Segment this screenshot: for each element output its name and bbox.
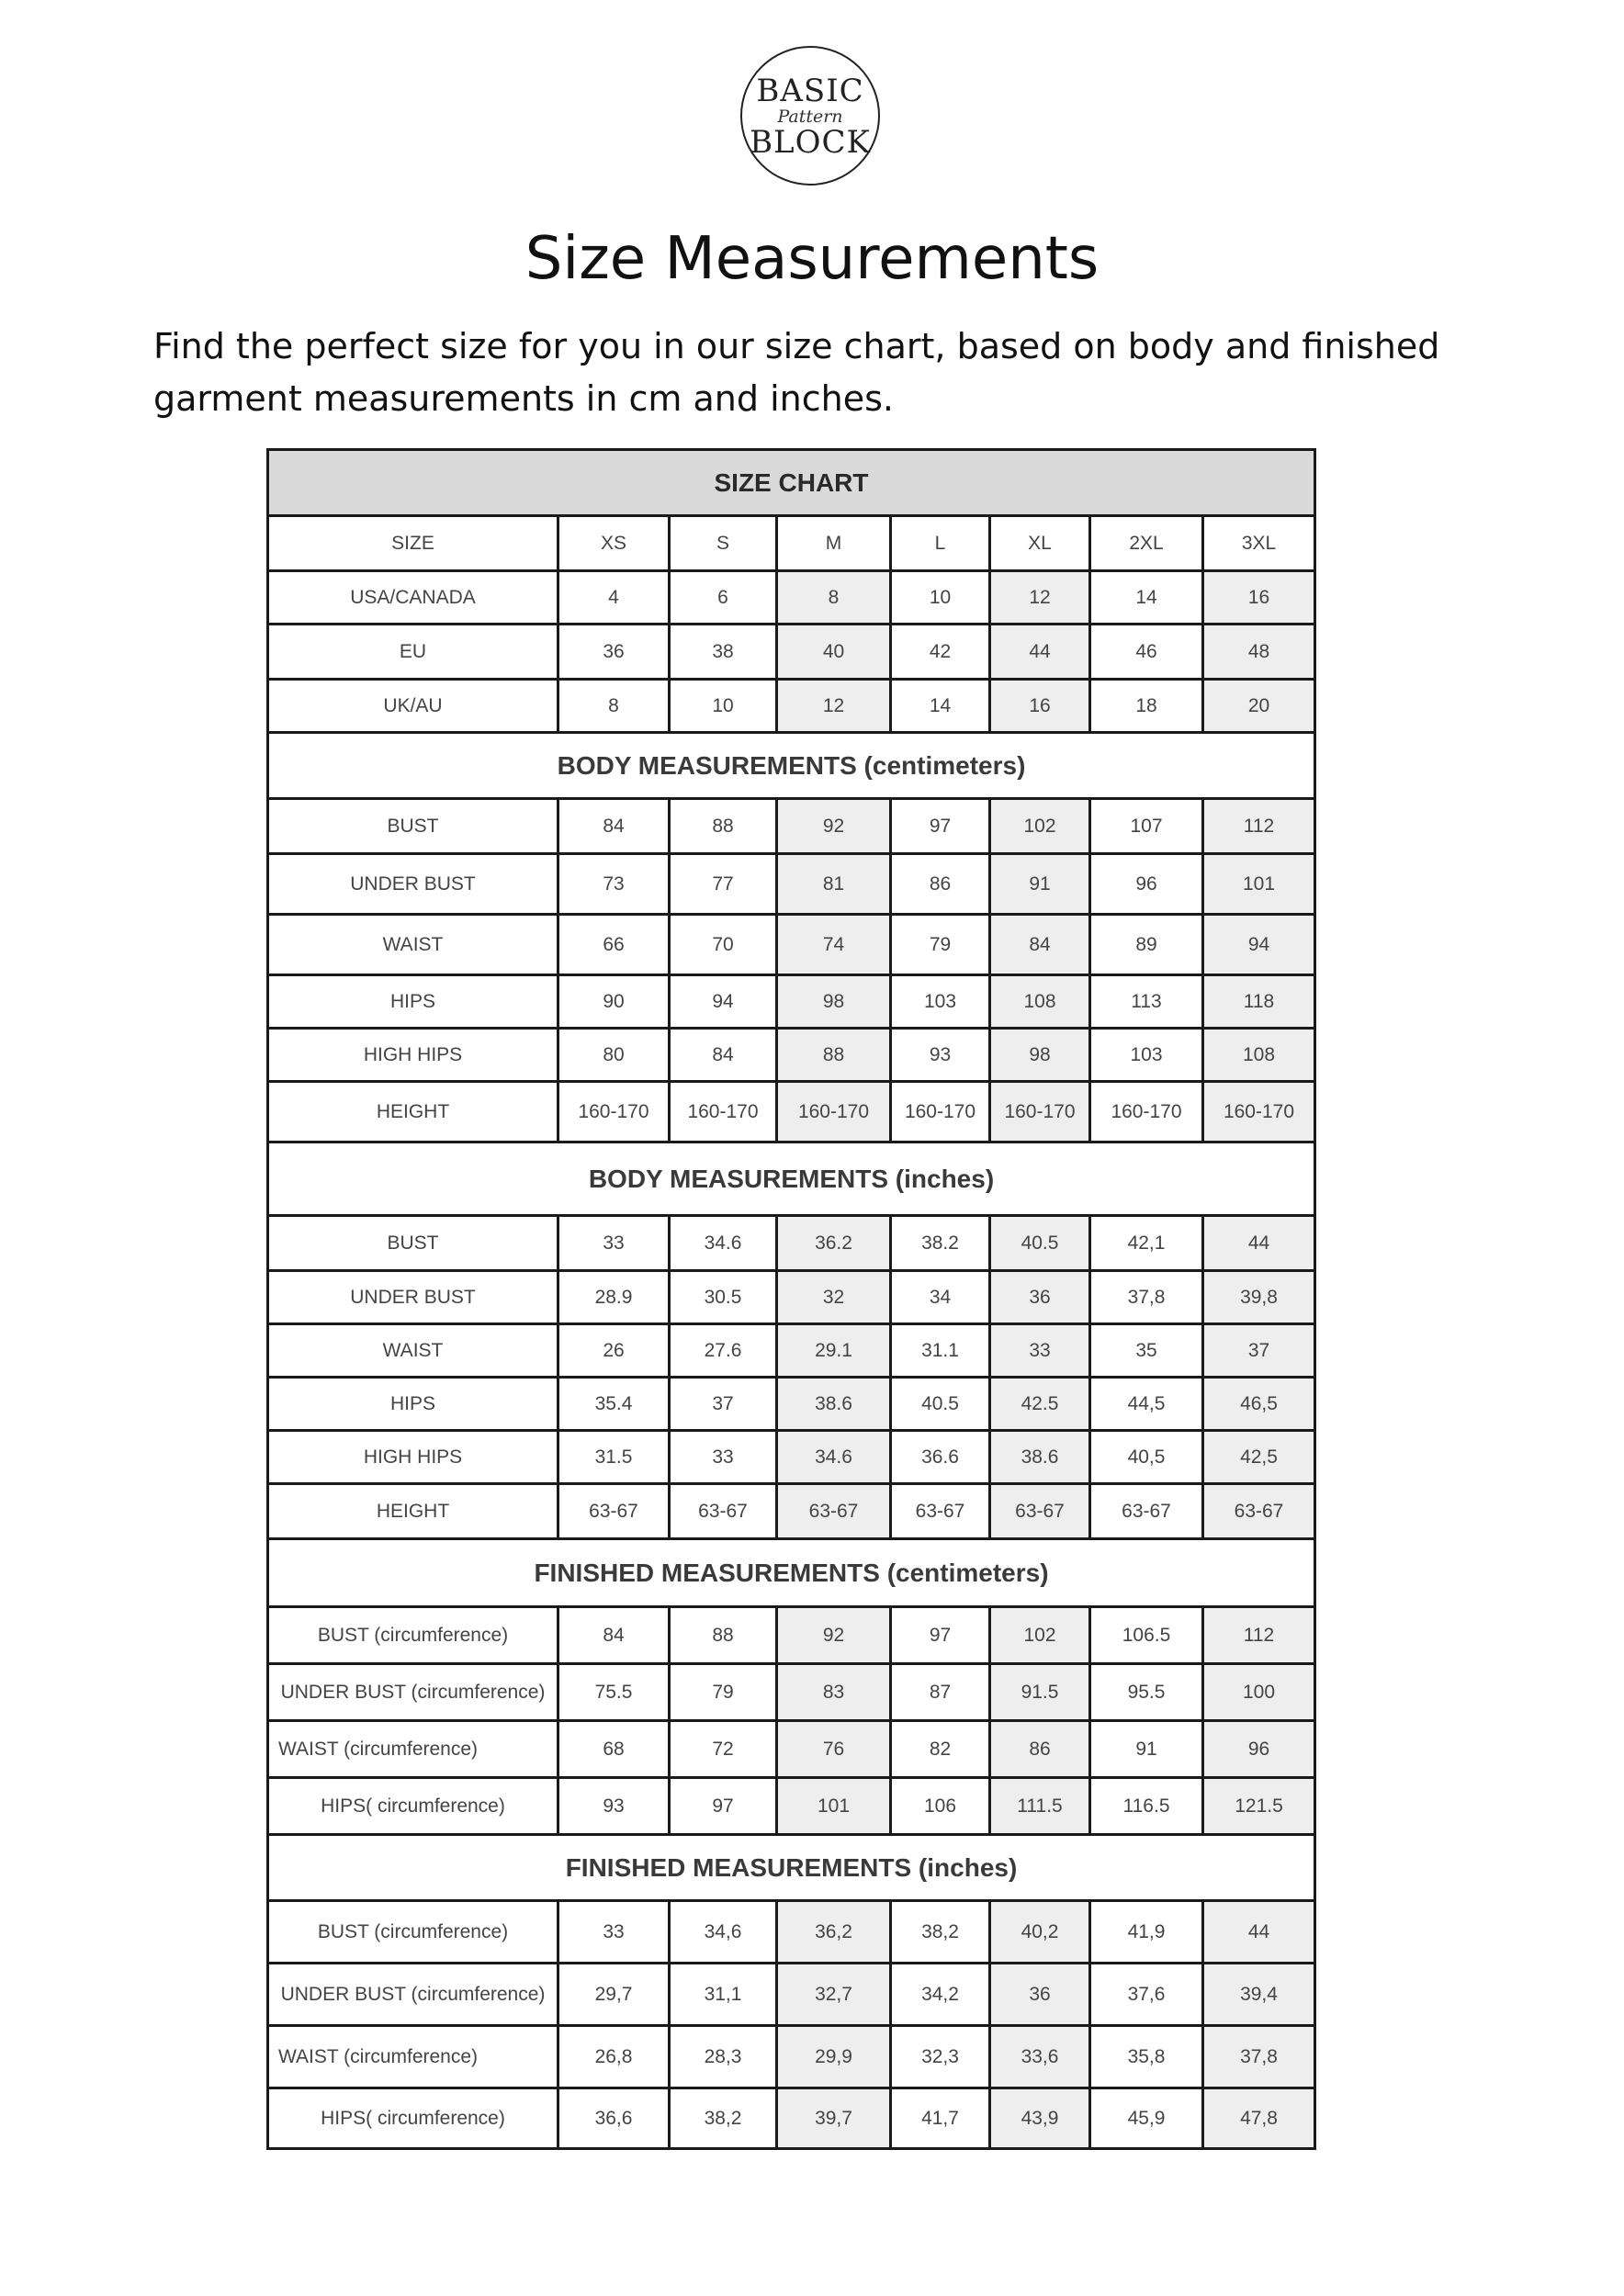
table-cell: 44 — [990, 625, 1090, 680]
table-row — [268, 1484, 1315, 1539]
table-cell: 95.5 — [1090, 1664, 1203, 1721]
table-cell: 30.5 — [670, 1271, 777, 1324]
table-cell: 3XL — [1203, 516, 1315, 571]
table-cell: 98 — [777, 975, 891, 1029]
table-cell: 93 — [891, 1029, 990, 1082]
table-cell: 160-170 — [1203, 1082, 1315, 1142]
table-cell: 101 — [777, 1778, 891, 1835]
table-cell: 31,1 — [670, 1964, 777, 2026]
section-banner — [268, 450, 1315, 516]
table-cell: 40 — [777, 625, 891, 680]
table-cell: 12 — [990, 571, 1090, 625]
table-cell: 8 — [777, 571, 891, 625]
row-label: BUST (circumference) — [268, 1607, 558, 1664]
table-cell: 36,2 — [777, 1901, 891, 1964]
table-row — [268, 1431, 1315, 1484]
table-cell: 44,5 — [1090, 1378, 1203, 1431]
table-cell: 40.5 — [891, 1378, 990, 1431]
table-cell: 94 — [1203, 915, 1315, 975]
table-row — [268, 1216, 1315, 1271]
table-cell: 116.5 — [1090, 1778, 1203, 1835]
row-label: EU — [268, 625, 558, 680]
intro-text: Find the perfect size for you in our size chart, based on body and finished garment measurements in cm and inches. — [153, 326, 1440, 419]
table-cell: 40.5 — [990, 1216, 1090, 1271]
section-title: FINISHED MEASUREMENTS (centimeters) — [268, 1539, 1315, 1607]
table-cell: 38,2 — [670, 2088, 777, 2149]
table-row — [268, 975, 1315, 1029]
table-cell: 39,7 — [777, 2088, 891, 2149]
table-cell: 90 — [558, 975, 670, 1029]
table-cell: 91 — [1090, 1721, 1203, 1778]
table-cell: 89 — [1090, 915, 1203, 975]
table-row — [268, 915, 1315, 975]
table-cell: 12 — [777, 680, 891, 733]
table-cell: XS — [558, 516, 670, 571]
table-cell: 38,2 — [891, 1901, 990, 1964]
row-label: HIPS — [268, 975, 558, 1029]
row-label: BUST — [268, 1216, 558, 1271]
table-cell: 88 — [777, 1029, 891, 1082]
table-row — [268, 1607, 1315, 1664]
table-row — [268, 1378, 1315, 1431]
table-cell: 18 — [1090, 680, 1203, 733]
table-cell: 26,8 — [558, 2026, 670, 2088]
table-cell: 36 — [990, 1271, 1090, 1324]
table-cell: 84 — [990, 915, 1090, 975]
table-cell: 73 — [558, 854, 670, 915]
table-cell: 101 — [1203, 854, 1315, 915]
page-title: Size Measurements — [524, 225, 1100, 293]
table-cell: 88 — [670, 1607, 777, 1664]
table-cell: 66 — [558, 915, 670, 975]
table-cell: 34,6 — [670, 1901, 777, 1964]
row-label: WAIST — [268, 1324, 558, 1378]
table-cell: 76 — [777, 1721, 891, 1778]
table-cell: 20 — [1203, 680, 1315, 733]
table-row — [268, 1029, 1315, 1082]
table-cell: 31.1 — [891, 1324, 990, 1378]
table-cell: 43,9 — [990, 2088, 1090, 2149]
logo-bottom-text: BLOCK — [750, 124, 871, 161]
section-banner — [268, 1539, 1315, 1607]
row-label: UK/AU — [268, 680, 558, 733]
table-cell: 97 — [891, 1607, 990, 1664]
section-banner — [268, 1142, 1315, 1216]
table-cell: 16 — [1203, 571, 1315, 625]
row-label: WAIST (circumference) — [268, 1721, 558, 1778]
table-cell: 86 — [891, 854, 990, 915]
table-cell: 34.6 — [670, 1216, 777, 1271]
table-cell: 8 — [558, 680, 670, 733]
table-cell: 111.5 — [990, 1778, 1090, 1835]
table-cell: 28.9 — [558, 1271, 670, 1324]
table-cell: 160-170 — [891, 1082, 990, 1142]
table-cell: 38.2 — [891, 1216, 990, 1271]
table-cell: 42,5 — [1203, 1431, 1315, 1484]
table-cell: 36 — [558, 625, 670, 680]
table-cell: 97 — [891, 799, 990, 854]
table-cell: 82 — [891, 1721, 990, 1778]
table-cell: 118 — [1203, 975, 1315, 1029]
table-cell: 29,9 — [777, 2026, 891, 2088]
row-label: WAIST — [268, 915, 558, 975]
table-cell: 37 — [670, 1378, 777, 1431]
table-cell: 79 — [670, 1664, 777, 1721]
size-chart-table — [266, 448, 1316, 2150]
row-label: WAIST (circumference) — [268, 2026, 558, 2088]
table-cell: 34,2 — [891, 1964, 990, 2026]
table-cell: 35.4 — [558, 1378, 670, 1431]
table-cell: 63-67 — [558, 1484, 670, 1539]
table-cell: 27.6 — [670, 1324, 777, 1378]
table-cell: 29,7 — [558, 1964, 670, 2026]
table-cell: 84 — [558, 799, 670, 854]
table-cell: 6 — [670, 571, 777, 625]
table-cell: 88 — [670, 799, 777, 854]
table-cell: S — [670, 516, 777, 571]
table-cell: 32,3 — [891, 2026, 990, 2088]
row-label: UNDER BUST — [268, 854, 558, 915]
table-cell: 45,9 — [1090, 2088, 1203, 2149]
table-cell: 121.5 — [1203, 1778, 1315, 1835]
table-row — [268, 799, 1315, 854]
table-cell: 160-170 — [558, 1082, 670, 1142]
section-title: BODY MEASUREMENTS (centimeters) — [268, 733, 1315, 799]
table-cell: 91 — [990, 854, 1090, 915]
table-cell: 63-67 — [891, 1484, 990, 1539]
table-cell: 108 — [1203, 1029, 1315, 1082]
table-cell: 36.6 — [891, 1431, 990, 1484]
table-row — [268, 1271, 1315, 1324]
row-label: HEIGHT — [268, 1484, 558, 1539]
table-cell: 32 — [777, 1271, 891, 1324]
table-cell: 10 — [670, 680, 777, 733]
table-row — [268, 1082, 1315, 1142]
table-cell: 38.6 — [777, 1378, 891, 1431]
table-row — [268, 1901, 1315, 1964]
table-cell: 44 — [1203, 1216, 1315, 1271]
table-cell: 26 — [558, 1324, 670, 1378]
table-cell: 41,9 — [1090, 1901, 1203, 1964]
table-cell: 34.6 — [777, 1431, 891, 1484]
section-title: FINISHED MEASUREMENTS (inches) — [268, 1835, 1315, 1901]
table-cell: 98 — [990, 1029, 1090, 1082]
table-cell: 96 — [1090, 854, 1203, 915]
table-cell: XL — [990, 516, 1090, 571]
row-label: BUST — [268, 799, 558, 854]
row-label: UNDER BUST — [268, 1271, 558, 1324]
table-cell: 33 — [670, 1431, 777, 1484]
table-cell: L — [891, 516, 990, 571]
row-label: UNDER BUST (circumference) — [268, 1964, 558, 2026]
table-cell: 35 — [1090, 1324, 1203, 1378]
table-cell: 72 — [670, 1721, 777, 1778]
table-cell: 33 — [990, 1324, 1090, 1378]
table-cell: 108 — [990, 975, 1090, 1029]
table-cell: 107 — [1090, 799, 1203, 854]
table-cell: 39,8 — [1203, 1271, 1315, 1324]
table-cell: 112 — [1203, 799, 1315, 854]
table-cell: 102 — [990, 1607, 1090, 1664]
table-cell: 103 — [891, 975, 990, 1029]
table-cell: 106 — [891, 1778, 990, 1835]
logo-top-text: BASIC — [756, 73, 864, 109]
table-row — [268, 1664, 1315, 1721]
table-cell: 113 — [1090, 975, 1203, 1029]
table-cell: 160-170 — [990, 1082, 1090, 1142]
table-cell: 37,8 — [1203, 2026, 1315, 2088]
table-cell: 106.5 — [1090, 1607, 1203, 1664]
table-row — [268, 854, 1315, 915]
table-cell: 40,2 — [990, 1901, 1090, 1964]
table-cell: 42 — [891, 625, 990, 680]
table-row — [268, 2088, 1315, 2149]
table-cell: 35,8 — [1090, 2026, 1203, 2088]
table-row — [268, 2026, 1315, 2088]
table-cell: 39,4 — [1203, 1964, 1315, 2026]
table-cell: 33,6 — [990, 2026, 1090, 2088]
table-cell: 36,6 — [558, 2088, 670, 2149]
table-cell: 42.5 — [990, 1378, 1090, 1431]
table-cell: 160-170 — [670, 1082, 777, 1142]
table-cell: 92 — [777, 1607, 891, 1664]
table-cell: 32,7 — [777, 1964, 891, 2026]
row-label: HIGH HIPS — [268, 1431, 558, 1484]
table-cell: 38.6 — [990, 1431, 1090, 1484]
row-label: UNDER BUST (circumference) — [268, 1664, 558, 1721]
table-cell: 80 — [558, 1029, 670, 1082]
section-title: BODY MEASUREMENTS (inches) — [268, 1142, 1315, 1216]
table-cell: 84 — [558, 1607, 670, 1664]
table-cell: M — [777, 516, 891, 571]
table-cell: 41,7 — [891, 2088, 990, 2149]
table-cell: 84 — [670, 1029, 777, 1082]
table-cell: 63-67 — [1090, 1484, 1203, 1539]
table-cell: 83 — [777, 1664, 891, 1721]
table-cell: 74 — [777, 915, 891, 975]
table-cell: 36.2 — [777, 1216, 891, 1271]
table-cell: 160-170 — [777, 1082, 891, 1142]
table-cell: 33 — [558, 1216, 670, 1271]
table-cell: 93 — [558, 1778, 670, 1835]
table-cell: 68 — [558, 1721, 670, 1778]
table-cell: 31.5 — [558, 1431, 670, 1484]
section-banner — [268, 1835, 1315, 1901]
row-label: HIPS( circumference) — [268, 2088, 558, 2149]
table-cell: 92 — [777, 799, 891, 854]
table-cell: 33 — [558, 1901, 670, 1964]
table-cell: 42,1 — [1090, 1216, 1203, 1271]
table-cell: 2XL — [1090, 516, 1203, 571]
table-cell: 34 — [891, 1271, 990, 1324]
table-row — [268, 1964, 1315, 2026]
table-cell: 91.5 — [990, 1664, 1090, 1721]
table-cell: 14 — [1090, 571, 1203, 625]
logo-script-text: Pattern — [777, 107, 843, 127]
row-label: HIPS( circumference) — [268, 1778, 558, 1835]
table-row — [268, 571, 1315, 625]
table-cell: 47,8 — [1203, 2088, 1315, 2149]
table-cell: 37 — [1203, 1324, 1315, 1378]
table-cell: 87 — [891, 1664, 990, 1721]
table-cell: 79 — [891, 915, 990, 975]
table-row — [268, 625, 1315, 680]
table-cell: 75.5 — [558, 1664, 670, 1721]
row-label: HIPS — [268, 1378, 558, 1431]
section-title: SIZE CHART — [268, 450, 1315, 516]
table-cell: 103 — [1090, 1029, 1203, 1082]
table-cell: 16 — [990, 680, 1090, 733]
table-cell: 37,6 — [1090, 1964, 1203, 2026]
table-cell: 160-170 — [1090, 1082, 1203, 1142]
table-cell: 10 — [891, 571, 990, 625]
table-cell: 4 — [558, 571, 670, 625]
table-cell: 81 — [777, 854, 891, 915]
table-cell: 14 — [891, 680, 990, 733]
row-label: SIZE — [268, 516, 558, 571]
table-cell: 63-67 — [777, 1484, 891, 1539]
table-cell: 70 — [670, 915, 777, 975]
table-cell: 38 — [670, 625, 777, 680]
table-cell: 44 — [1203, 1901, 1315, 1964]
table-cell: 37,8 — [1090, 1271, 1203, 1324]
table-cell: 77 — [670, 854, 777, 915]
table-row — [268, 1721, 1315, 1778]
row-label: BUST (circumference) — [268, 1901, 558, 1964]
table-cell: 86 — [990, 1721, 1090, 1778]
table-cell: 96 — [1203, 1721, 1315, 1778]
row-label: USA/CANADA — [268, 571, 558, 625]
table-cell: 48 — [1203, 625, 1315, 680]
table-row — [268, 1324, 1315, 1378]
table-row — [268, 516, 1315, 571]
table-cell: 63-67 — [670, 1484, 777, 1539]
row-label: HEIGHT — [268, 1082, 558, 1142]
table-cell: 112 — [1203, 1607, 1315, 1664]
table-cell: 100 — [1203, 1664, 1315, 1721]
table-cell: 28,3 — [670, 2026, 777, 2088]
table-cell: 46,5 — [1203, 1378, 1315, 1431]
table-cell: 36 — [990, 1964, 1090, 2026]
table-cell: 97 — [670, 1778, 777, 1835]
table-cell: 46 — [1090, 625, 1203, 680]
table-cell: 102 — [990, 799, 1090, 854]
section-banner — [268, 733, 1315, 799]
table-cell: 63-67 — [1203, 1484, 1315, 1539]
table-cell: 29.1 — [777, 1324, 891, 1378]
table-cell: 40,5 — [1090, 1431, 1203, 1484]
table-row — [268, 1778, 1315, 1835]
brand-logo — [740, 46, 880, 186]
row-label: HIGH HIPS — [268, 1029, 558, 1082]
table-row — [268, 680, 1315, 733]
table-cell: 63-67 — [990, 1484, 1090, 1539]
table-cell: 94 — [670, 975, 777, 1029]
